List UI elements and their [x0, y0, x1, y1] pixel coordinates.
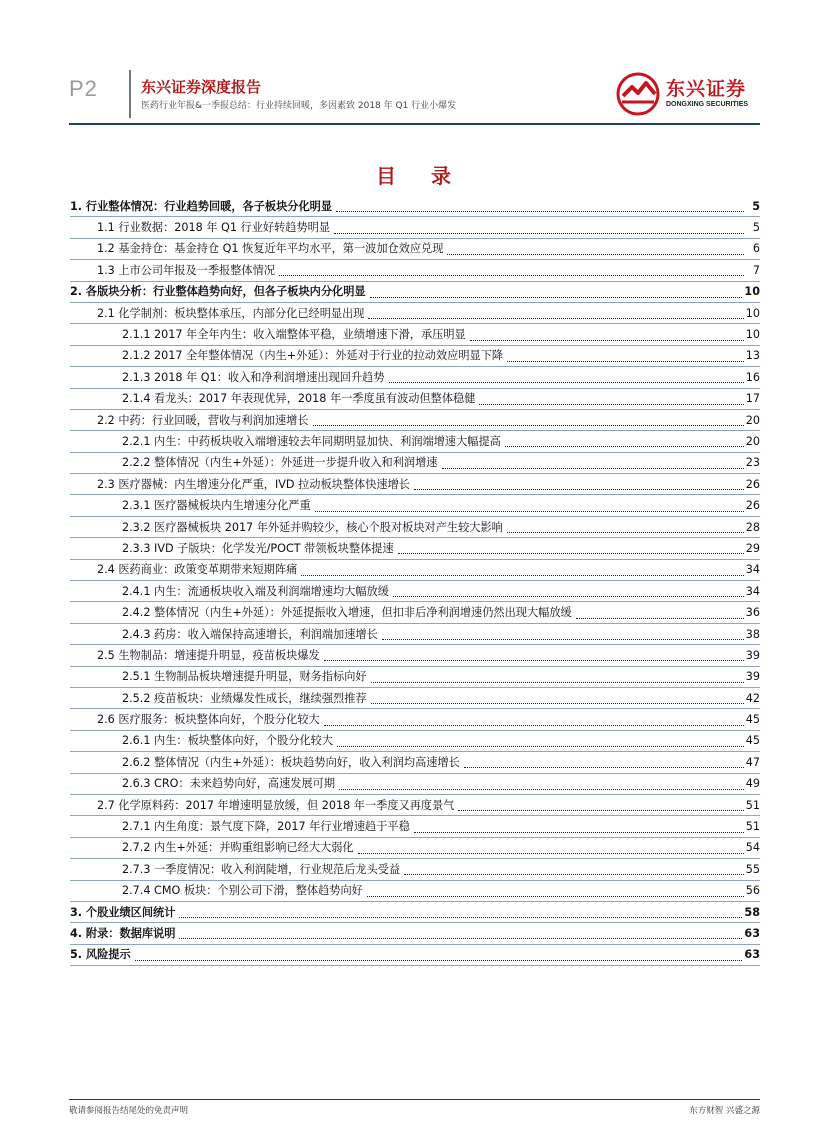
toc-entry-label: 1.3 上市公司年报及一季报整体情况 [70, 264, 277, 278]
toc-entry[interactable] [70, 881, 760, 902]
toc-entry-page: 34 [745, 563, 760, 577]
toc-entry[interactable] [70, 774, 760, 795]
toc-entry[interactable] [70, 902, 760, 923]
toc-entry[interactable] [70, 282, 760, 303]
toc-entry-page: 56 [745, 884, 760, 898]
toc-leader-dots [382, 638, 744, 640]
toc-entry[interactable] [70, 709, 760, 730]
toc-entry-page: 58 [744, 905, 760, 919]
toc-entry-label: 2.1 化学制剂：板块整体承压，内部分化已经明显出现 [70, 307, 366, 321]
toc-entry-page: 13 [745, 349, 760, 363]
toc-entry-label: 2.4.2 整体情况（内生+外延）：外延提振收入增速，但扣非后净利润增速仍然出现大幅放缓 [70, 606, 574, 620]
toc-entry-page: 17 [745, 392, 760, 406]
toc-entry-label: 2. 各版块分析：行业整体趋势向好，但各子板块内分化明显 [70, 285, 366, 299]
toc-leader-dots [442, 467, 744, 469]
toc-leader-dots [358, 852, 744, 854]
toc-entry[interactable] [70, 517, 760, 538]
toc-title: 目 录 [376, 164, 465, 188]
toc-entry[interactable] [70, 324, 760, 345]
toc-entry-label: 2.5 生物制品：增速提升明显，疫苗板块爆发 [70, 649, 322, 663]
toc-entry-page: 51 [745, 798, 760, 812]
page-header [0, 0, 827, 130]
toc-leader-dots [339, 788, 744, 790]
toc-leader-dots [414, 831, 744, 833]
toc-leader-dots [368, 317, 743, 319]
logo-emblem-icon [616, 72, 662, 116]
toc-entry-label: 2.1.2 2017 全年整体情况（内生+外延）：外延对于行业的拉动效应明显下降 [70, 349, 505, 363]
toc-leader-dots [179, 916, 742, 918]
table-of-contents [70, 196, 760, 966]
toc-leader-dots [313, 424, 744, 426]
toc-entry-label: 2.3.2 医疗器械板块 2017 年外延并购较少，核心个股对板块对产生较大影响 [70, 521, 505, 535]
toc-leader-dots [464, 766, 744, 768]
toc-entry[interactable] [70, 688, 760, 709]
toc-entry[interactable] [70, 389, 760, 410]
footer-slogan: 东方财智 兴盛之源 [689, 1106, 760, 1116]
toc-entry-label: 2.4 医药商业：政策变革期带来短期阵痛 [70, 563, 299, 577]
footer-rule [69, 1099, 760, 1100]
toc-leader-dots [324, 724, 744, 726]
toc-entry-label: 1.2 基金持仓：基金持仓 Q1 恢复近年平均水平，第一波加仓效应兑现 [70, 242, 445, 256]
toc-entry-page: 23 [745, 456, 760, 470]
toc-entry[interactable] [70, 859, 760, 880]
toc-leader-dots [414, 488, 744, 490]
toc-leader-dots [135, 959, 743, 961]
toc-entry-label: 2.2.1 内生：中药板块收入端增速较去年同期明显加快、利润端增速大幅提高 [70, 435, 503, 449]
toc-entry-page: 20 [745, 413, 760, 427]
toc-leader-dots [576, 617, 744, 619]
toc-entry-page: 5 [752, 199, 760, 213]
toc-entry[interactable] [70, 410, 760, 431]
footer-disclaimer: 敬请参阅报告结尾处的免责声明 [69, 1106, 189, 1116]
toc-entry[interactable] [70, 560, 760, 581]
toc-entry[interactable] [70, 346, 760, 367]
toc-entry[interactable] [70, 474, 760, 495]
toc-entry-label: 2.5.1 生物制品板块增速提升明显，财务指标向好 [70, 670, 369, 684]
toc-entry[interactable] [70, 602, 760, 623]
toc-leader-dots [324, 659, 744, 661]
toc-entry[interactable] [70, 624, 760, 645]
toc-entry-page: 38 [745, 627, 760, 641]
toc-entry-label: 2.4.3 药房：收入端保持高速增长，利润端加速增长 [70, 628, 380, 642]
toc-entry-page: 51 [745, 820, 760, 834]
toc-entry-label: 2.1.1 2017 年全年内生：收入端整体平稳，业绩增速下滑，承压明显 [70, 328, 468, 342]
toc-leader-dots [505, 445, 744, 447]
toc-entry[interactable] [70, 367, 760, 388]
toc-leader-dots [458, 809, 743, 811]
toc-entry-page: 16 [745, 370, 760, 384]
toc-entry[interactable] [70, 538, 760, 559]
toc-entry[interactable] [70, 731, 760, 752]
logo-text-en: DONGXING SECURITIES [666, 101, 749, 108]
toc-entry-page: 26 [745, 477, 760, 491]
toc-leader-dots [479, 403, 743, 405]
toc-entry[interactable] [70, 945, 760, 966]
toc-leader-dots [367, 895, 744, 897]
toc-entry-page: 6 [752, 242, 760, 256]
toc-entry-label: 2.4.1 内生：流通板块收入端及利润端增速均大幅放缓 [70, 585, 391, 599]
toc-entry-label: 2.6.2 整体情况（内生+外延）：板块趋势向好，收入利润均高速增长 [70, 756, 462, 770]
toc-entry-page: 47 [745, 755, 760, 769]
toc-leader-dots [301, 574, 743, 576]
toc-entry-page: 39 [745, 648, 760, 662]
toc-row-rule [70, 965, 760, 966]
page-number: P2 [69, 76, 98, 101]
toc-entry-page: 20 [745, 434, 760, 448]
toc-entry-page: 10 [745, 306, 760, 320]
toc-entry-label: 2.7.3 一季度情况：收入利润陡增，行业规范后龙头受益 [70, 863, 402, 877]
toc-entry-page: 29 [745, 541, 760, 555]
toc-leader-dots [279, 274, 744, 276]
toc-entry-page: 45 [745, 713, 760, 727]
toc-leader-dots [389, 381, 744, 383]
toc-entry[interactable] [70, 752, 760, 773]
toc-entry[interactable] [70, 239, 760, 260]
report-subtitle: 医药行业年报&一季报总结：行业持续回暖，多因素致 2018 年 Q1 行业小爆发 [141, 101, 457, 111]
toc-entry-page: 39 [745, 670, 760, 684]
toc-leader-dots [398, 552, 744, 554]
toc-entry-label: 2.6.3 CRO：未来趋势向好，高速发展可期 [70, 777, 337, 791]
toc-entry[interactable] [70, 303, 760, 324]
toc-entry-label: 2.7 化学原料药：2017 年增速明显放缓，但 2018 年一季度又再度景气 [70, 799, 456, 813]
toc-entry[interactable] [70, 816, 760, 837]
report-title: 东兴证券深度报告 [141, 78, 262, 96]
toc-leader-dots [315, 510, 744, 512]
toc-leader-dots [337, 745, 744, 747]
toc-entry-page: 63 [744, 926, 760, 940]
toc-entry-label: 5. 风险提示 [70, 948, 131, 962]
toc-entry-label: 2.3.3 IVD 子版块：化学发光/POCT 带领板块整体提速 [70, 542, 396, 556]
toc-entry-page: 10 [745, 328, 760, 342]
toc-entry[interactable] [70, 453, 760, 474]
toc-entry-label: 2.3 医疗器械：内生增速分化严重，IVD 拉动板块整体快速增长 [70, 478, 412, 492]
toc-entry-label: 4. 附录：数据库说明 [70, 926, 176, 940]
toc-entry[interactable] [70, 645, 760, 666]
toc-entry-page: 5 [752, 221, 760, 235]
company-logo [616, 72, 761, 116]
toc-entry-page: 55 [745, 862, 760, 876]
toc-entry-label: 2.6 医疗服务：板块整体向好，个股分化较大 [70, 713, 322, 727]
toc-leader-dots [393, 595, 744, 597]
toc-leader-dots [447, 253, 744, 255]
toc-entry-label: 2.1.4 看龙头：2017 年表现优异，2018 年一季度虽有波动但整体稳健 [70, 392, 477, 406]
toc-leader-dots [336, 210, 744, 212]
toc-entry-label: 2.7.2 内生+外延：并购重组影响已经大大弱化 [70, 841, 356, 855]
toc-entry[interactable] [70, 923, 760, 944]
toc-entry-label: 1. 行业整体情况：行业趋势回暖，各子板块分化明显 [70, 199, 333, 213]
toc-entry[interactable] [70, 431, 760, 452]
toc-leader-dots [507, 360, 744, 362]
toc-entry-page: 54 [745, 841, 760, 855]
toc-leader-dots [179, 937, 742, 939]
toc-entry-label: 3. 个股业绩区间统计 [70, 905, 176, 919]
toc-entry[interactable] [70, 217, 760, 238]
logo-text-cn: 东兴证券 [666, 78, 747, 100]
toc-entry-label: 2.2 中药：行业回暖，营收与利润加速增长 [70, 414, 311, 428]
toc-entry-label: 2.1.3 2018 年 Q1：收入和净利润增速出现回升趋势 [70, 371, 387, 385]
toc-entry[interactable] [70, 495, 760, 516]
toc-entry[interactable] [70, 795, 760, 816]
toc-entry-page: 63 [744, 948, 760, 962]
toc-entry-page: 10 [744, 285, 760, 299]
toc-leader-dots [334, 232, 744, 234]
toc-entry[interactable] [70, 838, 760, 859]
toc-entry-page: 7 [752, 263, 760, 277]
toc-entry[interactable] [70, 196, 760, 217]
toc-entry-page: 26 [745, 499, 760, 513]
toc-entry-label: 2.3.1 医疗器械板块内生增速分化严重 [70, 499, 313, 513]
toc-leader-dots [507, 531, 744, 533]
toc-entry-label: 2.5.2 疫苗板块：业绩爆发性成长，继续强烈推荐 [70, 692, 369, 706]
toc-entry[interactable] [70, 260, 760, 281]
toc-leader-dots [370, 296, 743, 298]
toc-entry[interactable] [70, 667, 760, 688]
toc-entry-page: 49 [745, 777, 760, 791]
header-divider [129, 70, 131, 118]
header-rule [69, 123, 760, 125]
toc-entry-page: 45 [745, 734, 760, 748]
toc-entry-label: 1.1 行业数据：2018 年 Q1 行业好转趋势明显 [70, 221, 332, 235]
toc-entry[interactable] [70, 581, 760, 602]
toc-leader-dots [470, 339, 744, 341]
toc-entry-label: 2.7.1 内生角度：景气度下降，2017 年行业增速趋于平稳 [70, 820, 412, 834]
toc-entry-label: 2.2.2 整体情况（内生+外延）：外延进一步提升收入和利润增速 [70, 456, 440, 470]
toc-entry-label: 2.7.4 CMO 板块：个别公司下滑，整体趋势向好 [70, 884, 365, 898]
toc-entry-label: 2.6.1 内生：板块整体向好，个股分化较大 [70, 734, 335, 748]
toc-entry-page: 42 [745, 691, 760, 705]
toc-entry-page: 34 [745, 584, 760, 598]
toc-entry-page: 36 [745, 606, 760, 620]
toc-leader-dots [371, 681, 744, 683]
toc-entry-page: 28 [745, 520, 760, 534]
toc-leader-dots [371, 702, 744, 704]
toc-leader-dots [404, 873, 744, 875]
